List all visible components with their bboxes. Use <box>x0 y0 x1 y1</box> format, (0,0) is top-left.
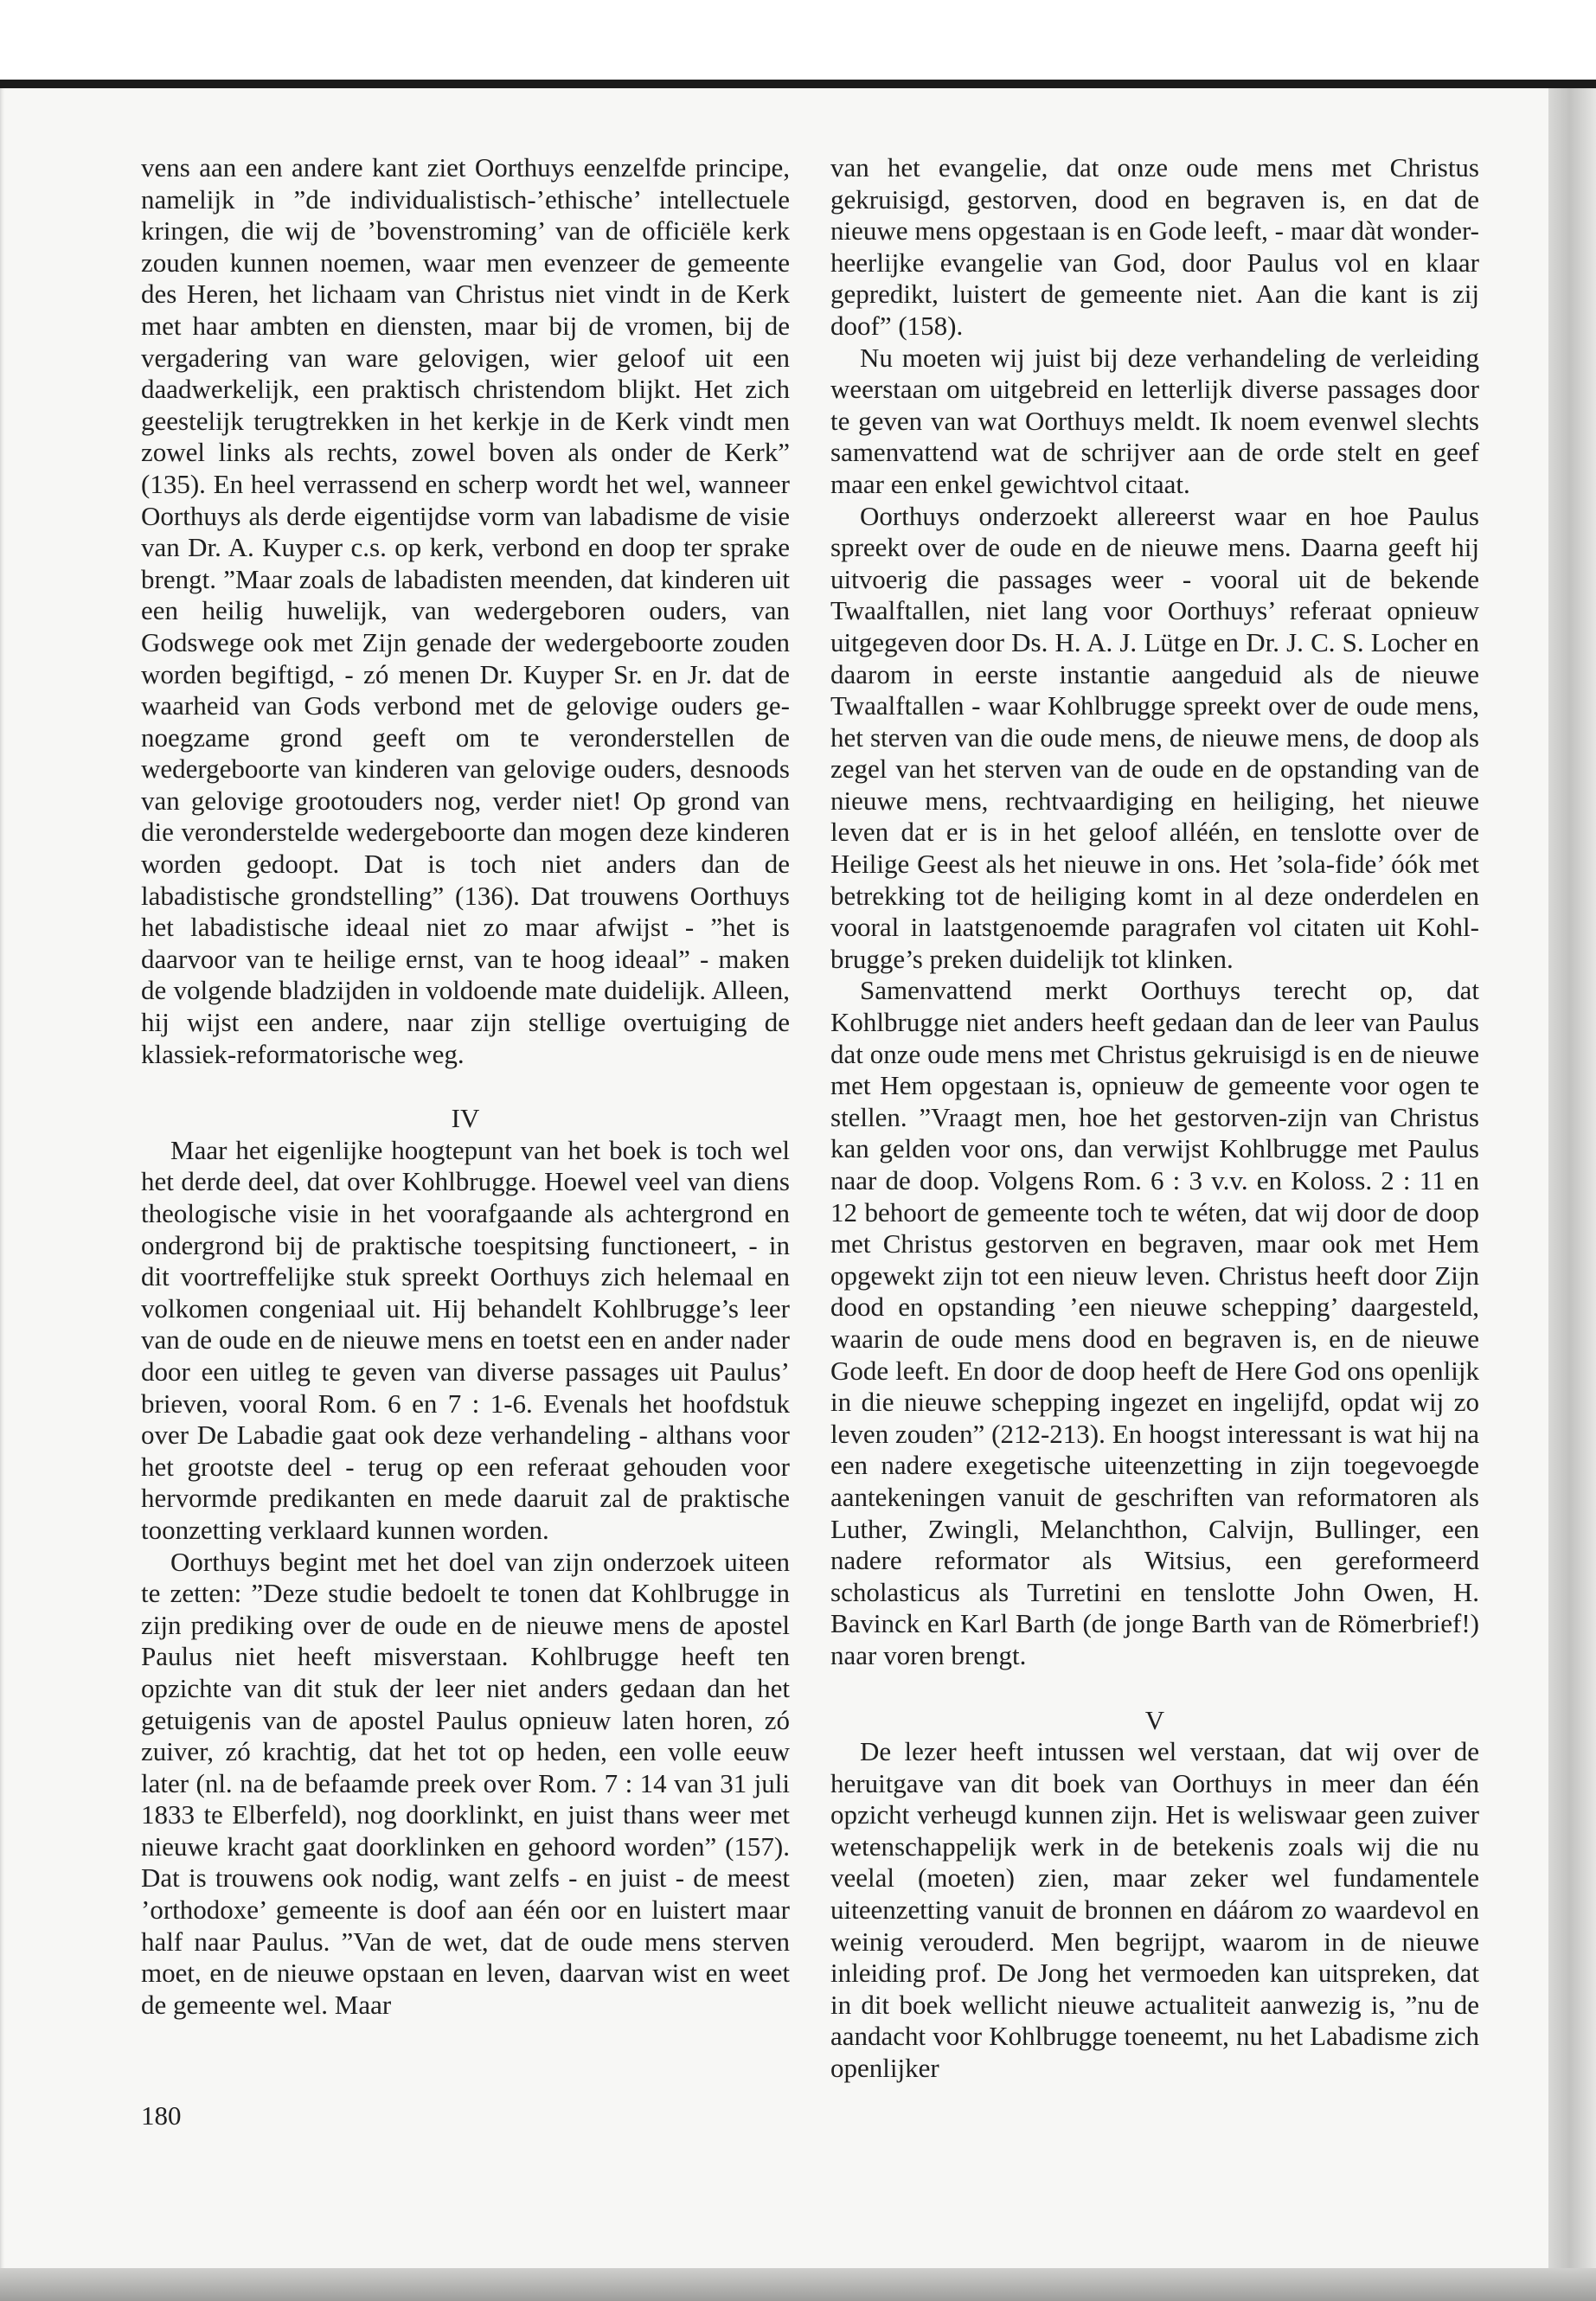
left-paragraph-3: Oorthuys begint met het doel van zijn onderzoek uiteen te zetten: ”Deze studie bedoelt te tonen dat Kohlbrugge in zijn prediking over de oude en de nieuwe mens de apostel Paulus niet heeft misverstaan. Kohlbrugge heeft ten opzichte van dit stuk der leer niet anders gedaan dan het getuigenis van de apostel Paulus opnieuw laten horen, zó zuiver, zó krachtig, dat het tot op heden, een volle eeuw later (nl. na de befaamde preek over Rom. 7 : 14 van 31 juli 1833 te Elberfeld), nog doorklinkt, en juist thans weer met nieuwe kracht gaat doorklinken en gehoord worden” (157). Dat is trouwens ook nodig, want zelfs - en juist - de meest ’orthodoxe’ gemeente is doof aan één oor en luistert maar half naar Paulus. ”Van de wet, dat de oude mens sterven moet, en de nieuwe opstaan en leven, daarvan wist en weet de gemeente wel. Maar <box>141 1546 790 2020</box>
page-top-rule <box>0 80 1596 88</box>
left-paragraph-1: vens aan een andere kant ziet Oorthuys eenzelfde principe, namelijk in ”de individualistisch-’ethische’ intellectuele kringen, die wij de ’bovenstroming’ van de officiële kerk zouden kunnen noemen, waar men evenzeer de gemeente des Heren, het lichaam van Christus niet vindt in de Kerk met haar ambten en diensten, maar bij de vromen, bij de vergadering van ware gelovigen, wier geloof uit een daadwerkelijk, een praktisch christendom blijkt. Het zich geestelijk terugtrekken in het kerkje in de Kerk vindt men zowel links als rechts, zowel boven als onder de Kerk” (135). En heel verrassend en scherp wordt het wel, wanneer Oorthuys als derde eigentijdse vorm van labadisme de visie van Dr. A. Kuyper c.s. op kerk, verbond en doop ter sprake brengt. ”Maar zoals de labadisten meenden, dat kinderen uit een heilig huwelijk, van wedergeboren ouders, van Godswege ook met Zijn genade der wedergeboorte zouden worden begiftigd, - zó menen Dr. Kuyper Sr. en Jr. dat de waarheid van Gods verbond met de gelovige ouders genoegzame grond geeft om te veronderstellen de wedergeboorte van kinderen van gelovige ouders, desnoods van gelovige grootouders nog, verder niet! Op grond van die veronderstelde wedergeboorte dan mogen deze kinderen worden gedoopt. Dat is toch niet anders dan de labadistische grondstelling” (136). Dat trouwens Oorthuys het labadistische ideaal niet zo maar afwijst - ”het is daarvoor van te heilige ernst, van te hoog ideaal” - maken de volgende bladzijden in voldoende mate duidelijk. Alleen, hij wijst een andere, naar zijn stellige overtuiging de klassiek-reformatorische weg. <box>141 152 790 1069</box>
right-paragraph-2: Nu moeten wij juist bij deze verhandeling de verleiding weerstaan om uitgebreid en letterlijk diverse passages door te geven van wat Oorthuys meldt. Ik noem evenwel slechts samenvattend wat de schrijver aan de orde stelt en geef maar een enkel gewichtvol citaat. <box>830 342 1479 499</box>
right-paragraph-5: De lezer heeft intussen wel verstaan, dat wij over de heruitgave van dit boek van Oorthuys in meer dan één opzicht verheugd kunnen zijn. Het is weliswaar geen zuiver wetenschappelijk werk in de betekenis zoals wij die nu veelal (moeten) zien, maar zeker wel fundamentele uiteenzetting vanuit de bronnen en dáárom zo waardevol en weinig verouderd. Men begrijpt, waarom in de nieuwe inleiding prof. De Jong het vermoeden kan uitspreken, dat in dit boek wellicht nieuwe actualiteit aanwezig is, ”nu de aandacht voor Kohlbrugge toeneemt, nu het Labadisme zich openlijker <box>830 1736 1479 2084</box>
page-number: 180 <box>141 2100 182 2131</box>
right-column <box>830 152 1479 2085</box>
section-heading-v: V <box>1144 1704 1165 1735</box>
page-bottom-edge <box>0 2268 1596 2301</box>
right-paragraph-4: Samenvattend merkt Oorthuys terecht op, dat Kohlbrugge niet anders heeft gedaan dan de leer van Paulus dat onze oude mens met Christus gekruisigd is en de nieuwe met Hem opgestaan is, opnieuw de gemeente voor ogen te stellen. ”Vraagt men, hoe het gestorven-zijn van Christus kan gelden voor ons, dan verwijst Kohlbrugge met Paulus naar de doop. Volgens Rom. 6 : 3 v.v. en Koloss. 2 : 11 en 12 behoort de gemeente toch te wéten, dat wij door de doop met Christus gestorven en begraven, maar ook met Hem opgewekt zijn tot een nieuw leven. Christus heeft door Zijn dood en opstanding ’een nieuwe schepping’ daargesteld, waarin de oude mens dood en begraven is, en de nieuwe Gode leeft. En door de doop heeft de Here God ons openlijk in die nieuwe schepping ingezet en ingelijfd, opdat wij zo leven zouden” (212-213). En hoogst interessant is wat hij na een nadere exegetische uiteenzetting in zijn toegevoegde aantekeningen vanuit de geschriften van reformatoren als Luther, Zwingli, Melanchthon, Calvijn, Bullinger, een nadere reformator als Witsius, een gereformeerd scholasticus als Turretini en tenslotte John Owen, H. Bavinck en Karl Barth (de jonge Barth van de Römerbrief!) naar voren brengt. <box>830 975 1479 1670</box>
page-right-edge <box>1548 88 1596 2268</box>
right-paragraph-1: van het evangelie, dat onze oude mens met Christus gekruisigd, gestorven, dood en begraven is, en dat de nieuwe mens opgestaan is en Gode leeft, - maar dàt wonder-heerlijke evangelie van God, door Paulus vol en klaar gepredikt, luistert de gemeente niet. Aan die kant is zij doof” (158). <box>830 152 1479 341</box>
left-paragraph-2: Maar het eigenlijke hoogtepunt van het boek is toch wel het derde deel, dat over Kohlbrugge. Hoewel veel van diens theologische visie in het voorafgaande als achtergrond en ondergrond bij de praktische toespitsing functioneert, - in dit voortreffelijke stuk spreekt Oorthuys zich helemaal en volkomen congeniaal uit. Hij behandelt Kohlbrugge’s leer van de oude en de nieuwe mens en toetst een en ander nader door een uitleg te geven van diverse passages uit Paulus’ brieven, vooral Rom. 6 en 7 : 1-6. Evenals het hoofdstuk over De Labadie gaat ook deze verhandeling - althans voor het grootste deel - terug op een referaat gehouden voor hervormde predikanten en mede daaruit zal de praktische toonzetting verklaard kunnen worden. <box>141 1134 790 1545</box>
scan-top-margin <box>0 0 1596 80</box>
right-paragraph-3: Oorthuys onderzoekt allereerst waar en hoe Paulus spreekt over de oude en de nieuwe mens. Daarna geeft hij uitvoerig die passages weer - vooral uit de bekende Twaalftallen, niet lang voor Oorthuys’ referaat opnieuw uitgegeven door Ds. H. A. J. Lütge en Dr. J. C. S. Locher en daarom in eerste instantie aangeduid als de nieuwe Twaalftallen - waar Kohlbrugge spreekt over de oude mens, het sterven van die oude mens, de nieuwe mens, de doop als zegel van het sterven van de oude en de opstanding van de nieuwe mens, rechtvaardiging en heiliging, het nieuwe leven dat er is in het geloof alléén, en tenslotte over de Heilige Geest als het nieuwe in ons. Het ’sola-fide’ óók met betrekking tot de heiliging komt in al deze onderdelen en vooral in laatstgenoemde paragrafen vol citaten uit Kohlbrugge’s preken duidelijk tot klinken. <box>830 500 1479 974</box>
left-column <box>141 152 790 2021</box>
section-heading-iv: IV <box>451 1103 480 1134</box>
